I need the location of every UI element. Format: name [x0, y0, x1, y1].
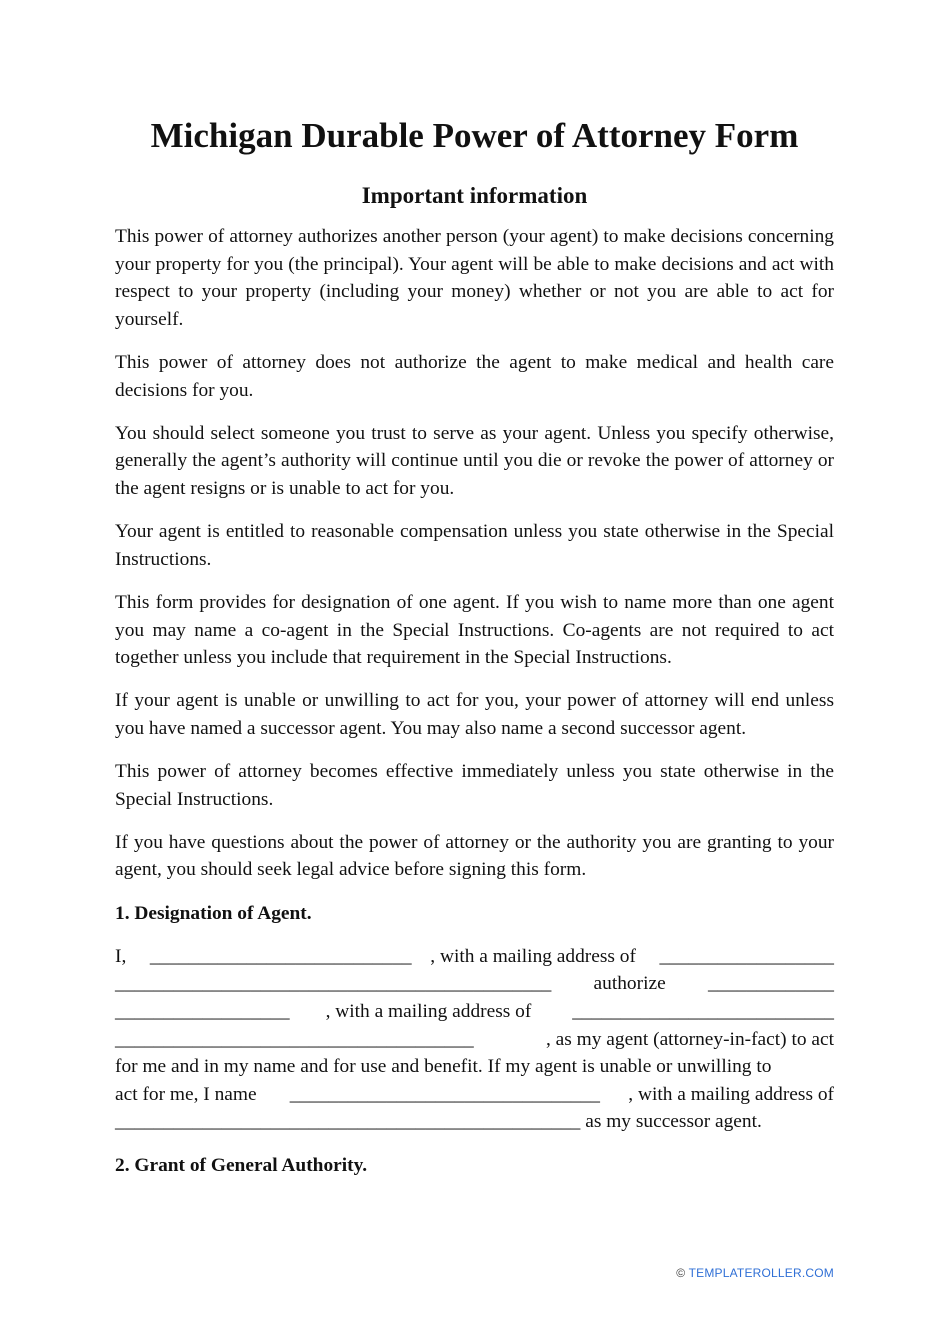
agent-address-blank[interactable]: ___________________________ — [572, 1001, 834, 1022]
form-text: as my successor agent. — [580, 1111, 762, 1133]
info-paragraph-5: This form provides for designation of one agent. If you wish to name more than one agent you may name a co-agent in the Special Instructions. Co-agents are not required to act together unless you include that requirement in the Special Instructions. — [115, 591, 834, 669]
document-title: Michigan Durable Power of Attorney Form — [150, 116, 799, 155]
form-text: I, — [115, 945, 132, 967]
section-subtitle: Important information — [361, 183, 588, 208]
principal-address-blank-cont[interactable]: _____________________________________________ — [115, 973, 552, 995]
info-paragraph-8: If you have questions about the power of attorney or the authority you are granting to your agent, you should seek legal advice before signing this form. — [115, 831, 834, 881]
footer-site-link[interactable]: TEMPLATEROLLER.COM — [688, 1266, 834, 1280]
form-line-7 — [115, 1108, 834, 1136]
form-text: for me and in my name and for use and benefit. If my agent is unable or unwilling to — [115, 1056, 772, 1078]
form-text: authorize — [588, 973, 671, 995]
agent-address-blank-cont[interactable]: _____________________________________ — [115, 1028, 474, 1050]
form-line-5 — [115, 1053, 834, 1081]
successor-name-blank[interactable]: ________________________________ — [289, 1083, 600, 1105]
principal-name-blank[interactable]: ___________________________ — [149, 945, 412, 967]
successor-address-blank[interactable]: ________________________________________________ — [115, 1111, 581, 1133]
section-heading-general-authority: 2. Grant of General Authority. — [115, 1154, 368, 1176]
agent-name-blank-cont[interactable]: __________________ — [115, 1001, 290, 1022]
form-line-6 — [115, 1081, 834, 1109]
footer-watermark — [676, 1266, 834, 1280]
info-paragraph-1: This power of attorney authorizes another person (your agent) to make decisions concerning your property for you (the principal). Your agent will be able to make decisions and act with respect to your property (including your money) whether or not you are able to act for yourself. — [115, 226, 834, 330]
form-text: , with a mailing address of — [430, 945, 641, 967]
info-paragraph-2: This power of attorney does not authorize the agent to make medical and health care decisions for you. — [115, 351, 834, 401]
form-text: act for me, I name — [115, 1083, 262, 1105]
form-line-1 — [115, 943, 834, 971]
form-line-3 — [115, 998, 834, 1026]
form-text: , with a mailing address of — [325, 1001, 537, 1022]
document-page — [115, 112, 834, 1195]
principal-address-blank[interactable]: __________________ — [659, 945, 834, 967]
info-paragraph-7: This power of attorney becomes effective immediately unless you state otherwise in the Special Instructions. — [115, 761, 834, 810]
agent-name-blank[interactable]: _____________ — [707, 973, 834, 995]
form-line-4 — [115, 1026, 834, 1054]
document-body — [115, 223, 834, 1179]
designation-form — [115, 943, 834, 1136]
info-paragraph-3: You should select someone you trust to serve as your agent. Unless you specify otherwise, generally the agent’s authority will continue until you die or revoke the power of attorney or the agent resigns or is unable to act for you. — [115, 422, 834, 499]
section-heading-designation: 1. Designation of Agent. — [115, 902, 312, 924]
info-paragraph-4: Your agent is entitled to reasonable compensation unless you state otherwise in the Special Instructions. — [115, 521, 834, 570]
form-line-2 — [115, 970, 834, 998]
form-text: , as my agent (attorney-in-fact) to act — [545, 1028, 834, 1050]
copyright-symbol: © — [676, 1266, 686, 1280]
info-paragraph-6: If your agent is unable or unwilling to act for you, your power of attorney will end unless you have named a successor agent. You may also name a second successor agent. — [115, 690, 834, 739]
form-text: , with a mailing address of — [628, 1083, 834, 1105]
